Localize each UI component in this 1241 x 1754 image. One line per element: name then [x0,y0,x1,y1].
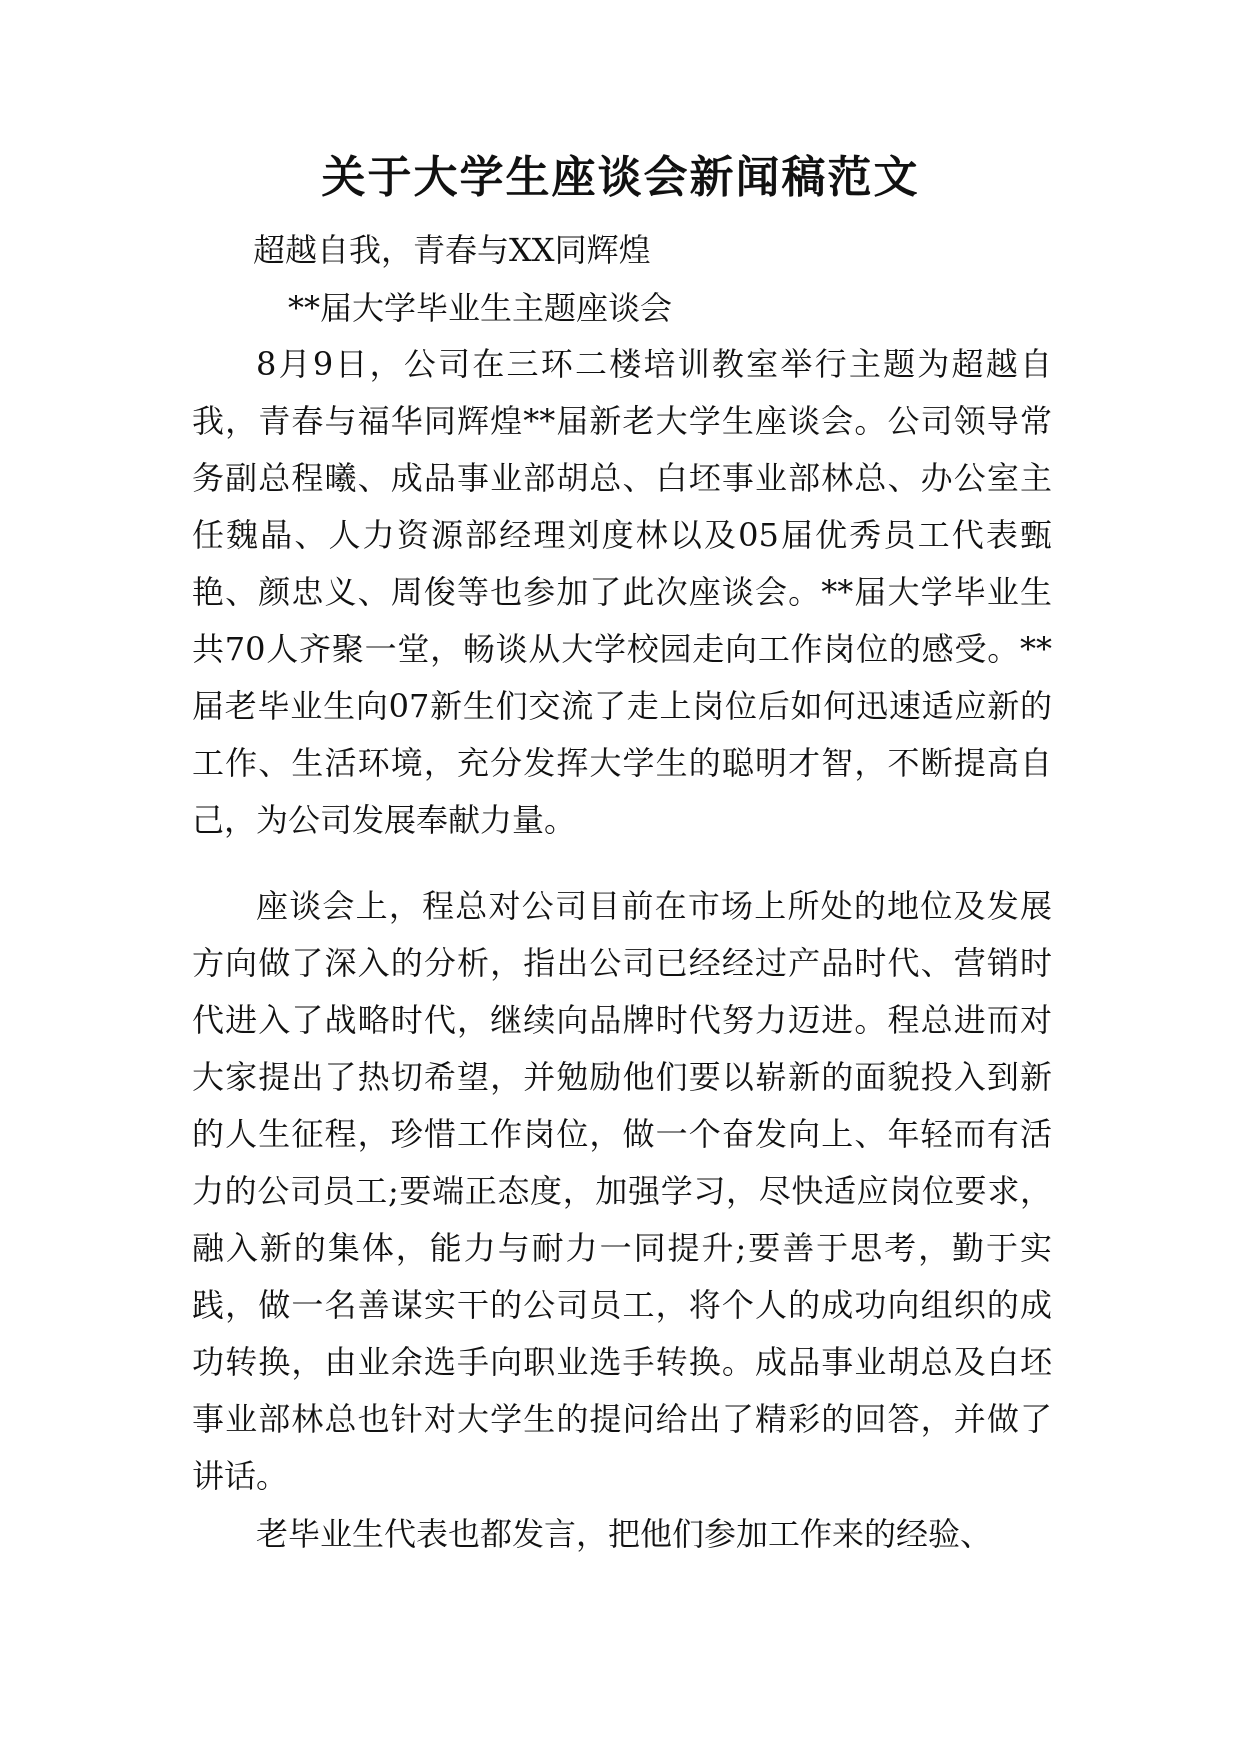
subtitle-event: **届大学毕业生主题座谈会 [288,289,673,327]
subtitle-slogan: 超越自我，青春与XX同辉煌 [253,231,651,269]
paragraph-3: 老毕业生代表也都发言，把他们参加工作来的经验、 [256,1515,993,1553]
paragraph-2: 座谈会上，程总对公司目前在市场上所处的地位及发展方向做了深入的分析，指出公司已经经过产品时代、营销时代进入了战略时代，继续向品牌时代努力迈进。程总进而对大家提出了热切希望，并勉励他们要以崭新的面貌投入到新的人生征程，珍惜工作岗位，做一个奋发向上、年轻而有活力的公司员工;要端正态度，加强学习，尽快适应岗位要求，融入新的集体，能力与耐力一同提升;要善于思考，勤于实践，做一名善谋实干的公司员工，将个人的成功向组织的成功转换，由业余选手向职业选手转换。成品事业胡总及白坯事业部林总也针对大学生的提问给出了精彩的回答，并做了讲话。 [192,887,1052,1495]
document-title: 关于大学生座谈会新闻稿范文 [321,152,920,203]
paragraph-1: 8月9日，公司在三环二楼培训教室举行主题为超越自我，青春与福华同辉煌**届新老大学生座谈会。公司领导常务副总程曦、成品事业部胡总、白坯事业部林总、办公室主任魏晶、人力资源部经理刘度林以及05届优秀员工代表甄艳、颜忠义、周俊等也参加了此次座谈会。**届大学毕业生共70人齐聚一堂，畅谈从大学校园走向工作岗位的感受。**届老毕业生向07新生们交流了走上岗位后如何迅速适应新的工作、生活环境，充分发挥大学生的聪明才智，不断提高自己，为公司发展奉献力量。 [192,345,1052,839]
